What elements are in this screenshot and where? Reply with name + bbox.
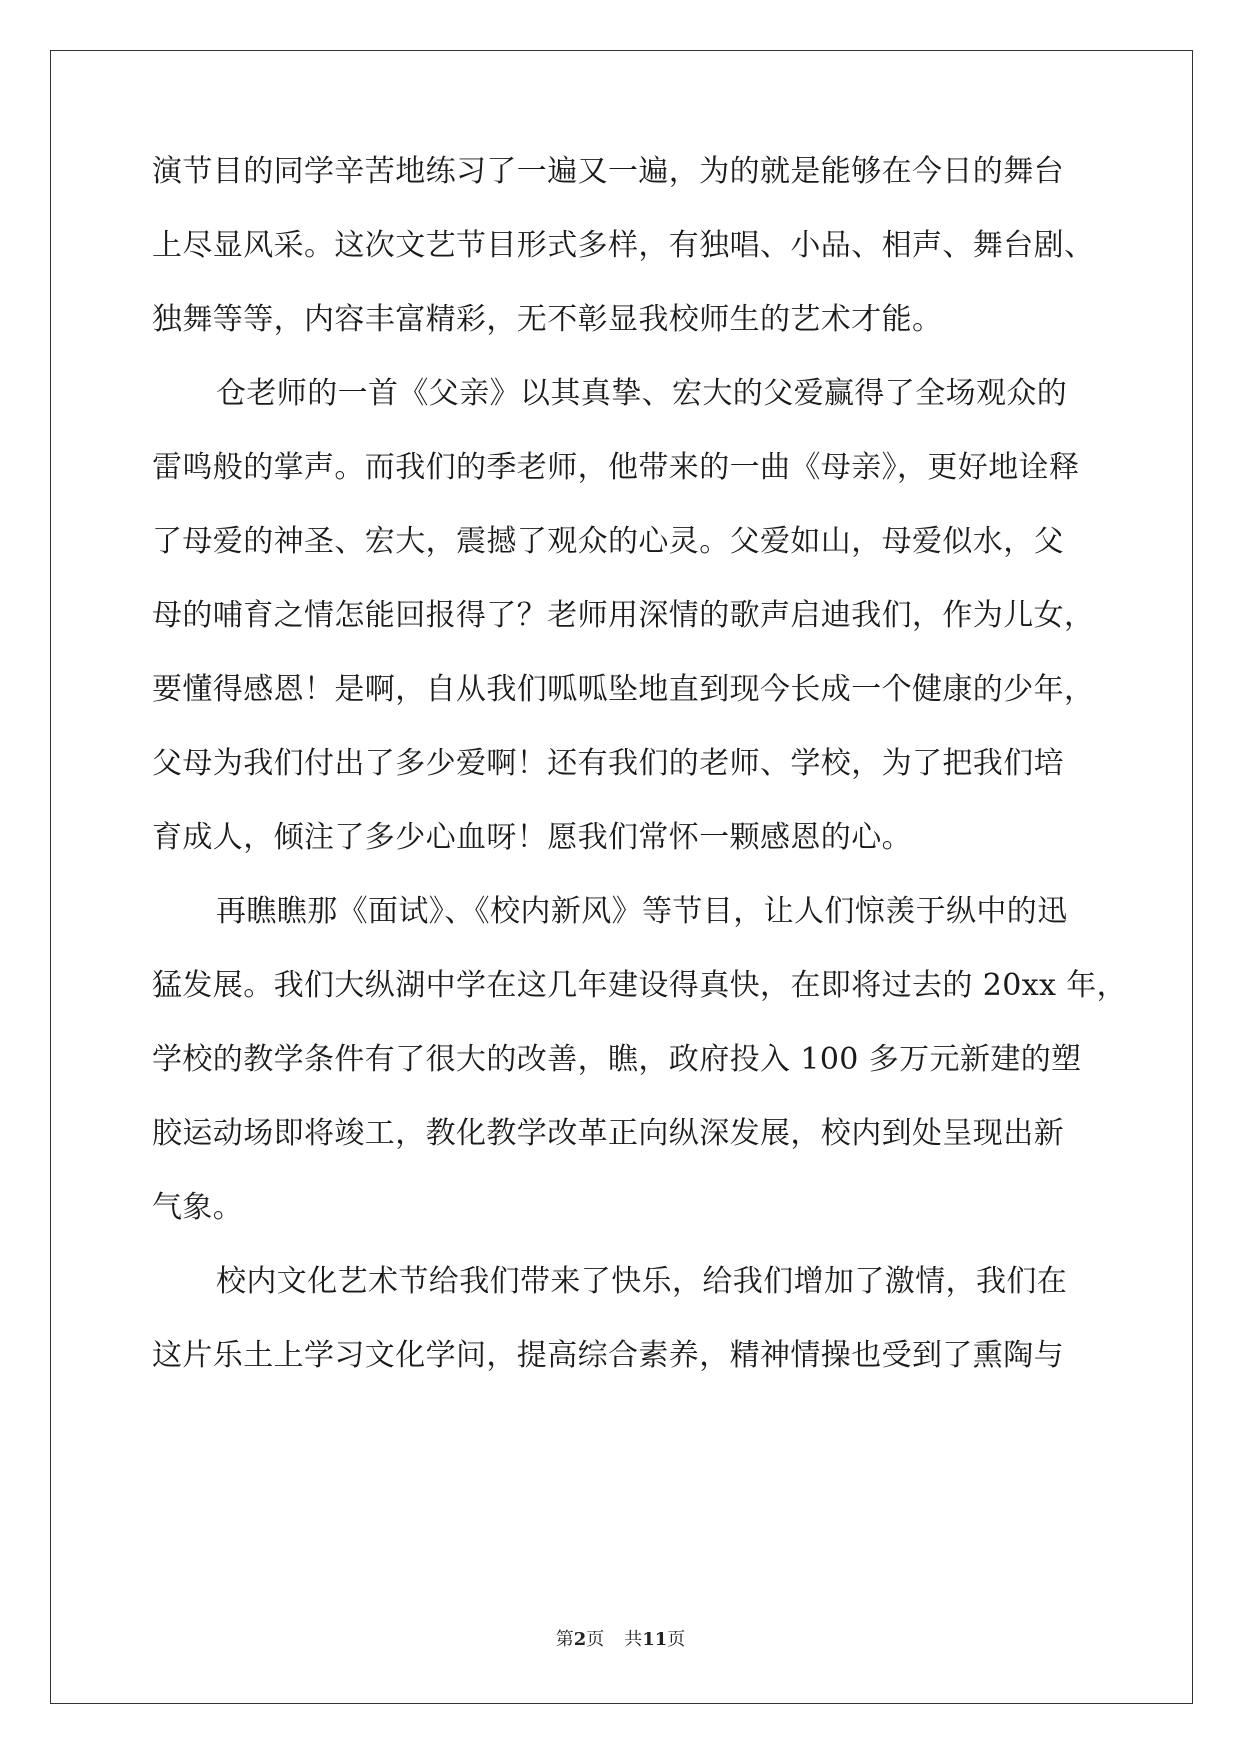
text-line: 母的哺育之情怎能回报得了？老师用深情的歌声启迪我们，作为儿女，: [152, 598, 1095, 633]
page-suffix: 页: [586, 1629, 605, 1650]
page-footer: [0, 1628, 1241, 1652]
page-prefix: 第: [555, 1629, 574, 1650]
page-number: 2: [573, 1629, 587, 1650]
text-line: 学校的教学条件有了很大的改善，瞧，政府投入 100 多万元新建的塑: [152, 1042, 1082, 1077]
paragraph-start-line: 再瞧瞧那《面试》、《校内新风》等节目，让人们惊羡于纵中的迅: [216, 894, 1068, 929]
text-line: 气象。: [152, 1190, 244, 1225]
page-border: [50, 50, 1193, 1704]
total-prefix: 共: [624, 1629, 643, 1650]
text-line: 要懂得感恩！是啊，自从我们呱呱坠地直到现今长成一个健康的少年，: [152, 672, 1095, 707]
paragraph-start-line: 仓老师的一首《父亲》以其真挚、宏大的父爱赢得了全场观众的: [216, 376, 1068, 411]
text-line: 胶运动场即将竣工，教化教学改革正向纵深发展，校内到处呈现出新: [152, 1116, 1064, 1151]
total-pages: 11: [642, 1629, 668, 1650]
total-suffix: 页: [667, 1629, 686, 1650]
text-line: 雷鸣般的掌声。而我们的季老师，他带来的一曲《母亲》，更好地诠释: [152, 450, 1080, 485]
text-line: 演节目的同学辛苦地练习了一遍又一遍，为的就是能够在今日的舞台: [152, 154, 1064, 189]
text-line: 猛发展。我们大纵湖中学在这几年建设得真快，在即将过去的 20xx 年，: [152, 968, 1128, 1003]
text-line: 父母为我们付出了多少爱啊！还有我们的老师、学校，为了把我们培: [152, 746, 1064, 781]
text-line: 这片乐土上学习文化学问，提高综合素养，精神情操也受到了熏陶与: [152, 1338, 1064, 1373]
text-line: 上尽显风采。这次文艺节目形式多样，有独唱、小品、相声、舞台剧、: [152, 228, 1095, 263]
text-line: 了母爱的神圣、宏大，震撼了观众的心灵。父爱如山，母爱似水，父: [152, 524, 1064, 559]
text-line: 独舞等等，内容丰富精彩，无不彰显我校师生的艺术才能。: [152, 302, 943, 337]
paragraph-start-line: 校内文化艺术节给我们带来了快乐，给我们增加了激情，我们在: [216, 1264, 1068, 1299]
text-line: 育成人，倾注了多少心血呀！愿我们常怀一颗感恩的心。: [152, 820, 912, 855]
